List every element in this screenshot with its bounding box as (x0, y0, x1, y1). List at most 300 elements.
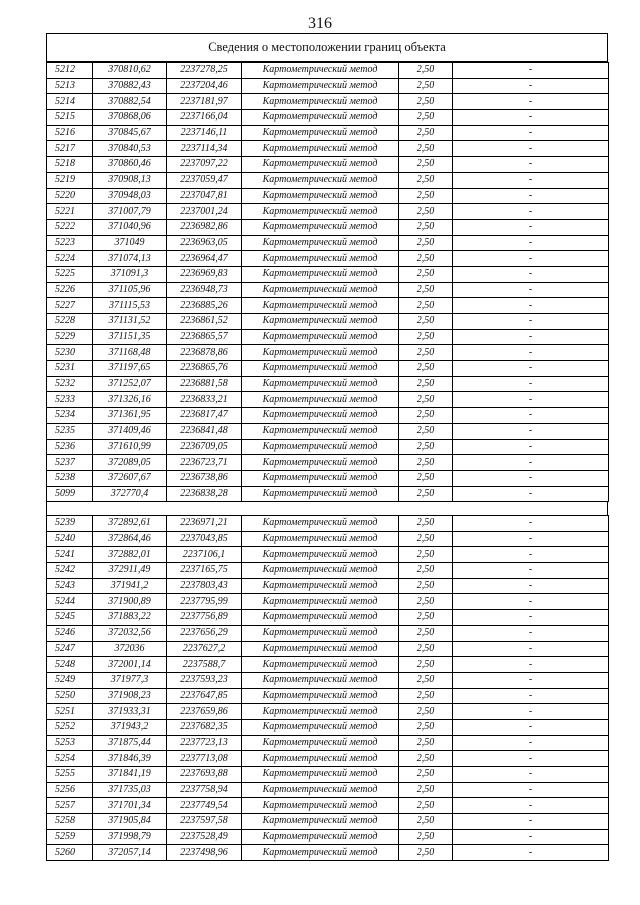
x-coordinate-cell: 372892,61 (93, 516, 167, 532)
point-number-cell: 5246 (47, 625, 93, 641)
table-row (47, 625, 609, 641)
y-coordinate-cell: 2237106,1 (167, 547, 242, 563)
y-coordinate-cell: 2237043,85 (167, 531, 242, 547)
description-cell: - (453, 782, 609, 798)
method-cell: Картометрический метод (242, 625, 399, 641)
x-coordinate-cell: 371841,19 (93, 767, 167, 783)
accuracy-cell: 2,50 (399, 688, 453, 704)
description-cell: - (453, 486, 609, 502)
accuracy-cell: 2,50 (399, 657, 453, 673)
description-cell: - (453, 767, 609, 783)
accuracy-cell: 2,50 (399, 423, 453, 439)
x-coordinate-cell: 371900,89 (93, 594, 167, 610)
x-coordinate-cell: 370868,06 (93, 110, 167, 126)
method-cell: Картометрический метод (242, 688, 399, 704)
description-cell: - (453, 798, 609, 814)
table-row (47, 798, 609, 814)
description-cell: - (453, 172, 609, 188)
method-cell: Картометрический метод (242, 110, 399, 126)
description-cell: - (453, 63, 609, 79)
x-coordinate-cell: 371197,65 (93, 361, 167, 377)
description-cell: - (453, 282, 609, 298)
y-coordinate-cell: 2236841,48 (167, 423, 242, 439)
accuracy-cell: 2,50 (399, 78, 453, 94)
description-cell: - (453, 735, 609, 751)
method-cell: Картометрический метод (242, 470, 399, 486)
accuracy-cell: 2,50 (399, 329, 453, 345)
table-row (47, 157, 609, 173)
description-cell: - (453, 361, 609, 377)
y-coordinate-cell: 2236817,47 (167, 408, 242, 424)
point-number-cell: 5259 (47, 829, 93, 845)
description-cell: - (453, 204, 609, 220)
y-coordinate-cell: 2237204,46 (167, 78, 242, 94)
y-coordinate-cell: 2237713,08 (167, 751, 242, 767)
y-coordinate-cell: 2237047,81 (167, 188, 242, 204)
x-coordinate-cell: 372057,14 (93, 845, 167, 861)
point-number-cell: 5241 (47, 547, 93, 563)
description-cell: - (453, 578, 609, 594)
description-cell: - (453, 423, 609, 439)
table-row (47, 767, 609, 783)
y-coordinate-cell: 2237593,23 (167, 672, 242, 688)
y-coordinate-cell: 2237682,35 (167, 719, 242, 735)
point-number-cell: 5245 (47, 610, 93, 626)
table-row (47, 78, 609, 94)
description-cell: - (453, 392, 609, 408)
description-cell: - (453, 594, 609, 610)
description-cell: - (453, 672, 609, 688)
point-number-cell: 5240 (47, 531, 93, 547)
table-row (47, 455, 609, 471)
point-number-cell: 5232 (47, 376, 93, 392)
x-coordinate-cell: 371933,31 (93, 704, 167, 720)
coordinates-table-group-2 (46, 515, 609, 861)
x-coordinate-cell: 371977,3 (93, 672, 167, 688)
accuracy-cell: 2,50 (399, 641, 453, 657)
method-cell: Картометрический метод (242, 782, 399, 798)
y-coordinate-cell: 2237795,99 (167, 594, 242, 610)
point-number-cell: 5213 (47, 78, 93, 94)
method-cell: Картометрический метод (242, 63, 399, 79)
y-coordinate-cell: 2237059,47 (167, 172, 242, 188)
point-number-cell: 5247 (47, 641, 93, 657)
method-cell: Картометрический метод (242, 345, 399, 361)
accuracy-cell: 2,50 (399, 408, 453, 424)
table-row (47, 688, 609, 704)
y-coordinate-cell: 2237656,29 (167, 625, 242, 641)
table-row (47, 172, 609, 188)
table-row (47, 594, 609, 610)
method-cell: Картометрический метод (242, 423, 399, 439)
method-cell: Картометрический метод (242, 594, 399, 610)
accuracy-cell: 2,50 (399, 63, 453, 79)
accuracy-cell: 2,50 (399, 141, 453, 157)
accuracy-cell: 2,50 (399, 345, 453, 361)
method-cell: Картометрический метод (242, 704, 399, 720)
x-coordinate-cell: 371735,03 (93, 782, 167, 798)
accuracy-cell: 2,50 (399, 298, 453, 314)
point-number-cell: 5249 (47, 672, 93, 688)
point-number-cell: 5239 (47, 516, 93, 532)
method-cell: Картометрический метод (242, 204, 399, 220)
y-coordinate-cell: 2236881,58 (167, 376, 242, 392)
description-cell: - (453, 688, 609, 704)
point-number-cell: 5229 (47, 329, 93, 345)
x-coordinate-cell: 371049 (93, 235, 167, 251)
method-cell: Картометрический метод (242, 141, 399, 157)
point-number-cell: 5215 (47, 110, 93, 126)
point-number-cell: 5228 (47, 314, 93, 330)
point-number-cell: 5233 (47, 392, 93, 408)
accuracy-cell: 2,50 (399, 704, 453, 720)
table-row (47, 408, 609, 424)
y-coordinate-cell: 2236969,83 (167, 266, 242, 282)
method-cell: Картометрический метод (242, 251, 399, 267)
method-cell: Картометрический метод (242, 408, 399, 424)
x-coordinate-cell: 371361,95 (93, 408, 167, 424)
point-number-cell: 5214 (47, 94, 93, 110)
accuracy-cell: 2,50 (399, 94, 453, 110)
description-cell: - (453, 657, 609, 673)
y-coordinate-cell: 2237756,89 (167, 610, 242, 626)
accuracy-cell: 2,50 (399, 735, 453, 751)
y-coordinate-cell: 2237597,58 (167, 814, 242, 830)
description-cell: - (453, 94, 609, 110)
table-row (47, 298, 609, 314)
x-coordinate-cell: 372864,46 (93, 531, 167, 547)
description-cell: - (453, 455, 609, 471)
accuracy-cell: 2,50 (399, 563, 453, 579)
table-row (47, 845, 609, 861)
description-cell: - (453, 266, 609, 282)
table-row (47, 531, 609, 547)
accuracy-cell: 2,50 (399, 767, 453, 783)
accuracy-cell: 2,50 (399, 610, 453, 626)
y-coordinate-cell: 2237114,34 (167, 141, 242, 157)
method-cell: Картометрический метод (242, 78, 399, 94)
table-row (47, 141, 609, 157)
method-cell: Картометрический метод (242, 547, 399, 563)
accuracy-cell: 2,50 (399, 751, 453, 767)
y-coordinate-cell: 2237659,86 (167, 704, 242, 720)
x-coordinate-cell: 370882,54 (93, 94, 167, 110)
description-cell: - (453, 547, 609, 563)
method-cell: Картометрический метод (242, 610, 399, 626)
table-row (47, 657, 609, 673)
y-coordinate-cell: 2236963,05 (167, 235, 242, 251)
description-cell: - (453, 829, 609, 845)
y-coordinate-cell: 2237758,94 (167, 782, 242, 798)
point-number-cell: 5218 (47, 157, 93, 173)
method-cell: Картометрический метод (242, 578, 399, 594)
method-cell: Картометрический метод (242, 767, 399, 783)
table-row (47, 329, 609, 345)
x-coordinate-cell: 371151,35 (93, 329, 167, 345)
method-cell: Картометрический метод (242, 172, 399, 188)
table-row (47, 470, 609, 486)
x-coordinate-cell: 372770,4 (93, 486, 167, 502)
x-coordinate-cell: 371105,96 (93, 282, 167, 298)
description-cell: - (453, 625, 609, 641)
accuracy-cell: 2,50 (399, 845, 453, 861)
point-number-cell: 5242 (47, 563, 93, 579)
point-number-cell: 5260 (47, 845, 93, 861)
table-row (47, 782, 609, 798)
method-cell: Картометрический метод (242, 531, 399, 547)
page-number: 316 (308, 15, 332, 32)
y-coordinate-cell: 2237097,22 (167, 157, 242, 173)
description-cell: - (453, 516, 609, 532)
x-coordinate-cell: 371883,22 (93, 610, 167, 626)
accuracy-cell: 2,50 (399, 625, 453, 641)
accuracy-cell: 2,50 (399, 798, 453, 814)
point-number-cell: 5254 (47, 751, 93, 767)
description-cell: - (453, 251, 609, 267)
method-cell: Картометрический метод (242, 94, 399, 110)
description-cell: - (453, 329, 609, 345)
point-number-cell: 5251 (47, 704, 93, 720)
x-coordinate-cell: 371007,79 (93, 204, 167, 220)
x-coordinate-cell: 371998,79 (93, 829, 167, 845)
y-coordinate-cell: 2236861,52 (167, 314, 242, 330)
x-coordinate-cell: 371168,48 (93, 345, 167, 361)
accuracy-cell: 2,50 (399, 470, 453, 486)
table-row (47, 641, 609, 657)
accuracy-cell: 2,50 (399, 516, 453, 532)
y-coordinate-cell: 2236982,86 (167, 219, 242, 235)
table-row (47, 125, 609, 141)
description-cell: - (453, 188, 609, 204)
point-number-cell: 5234 (47, 408, 93, 424)
y-coordinate-cell: 2236838,28 (167, 486, 242, 502)
table-row (47, 235, 609, 251)
point-number-cell: 5253 (47, 735, 93, 751)
description-cell: - (453, 751, 609, 767)
x-coordinate-cell: 371091,3 (93, 266, 167, 282)
y-coordinate-cell: 2237693,88 (167, 767, 242, 783)
accuracy-cell: 2,50 (399, 376, 453, 392)
point-number-cell: 5236 (47, 439, 93, 455)
table-row (47, 735, 609, 751)
method-cell: Картометрический метод (242, 125, 399, 141)
accuracy-cell: 2,50 (399, 361, 453, 377)
x-coordinate-cell: 371326,16 (93, 392, 167, 408)
x-coordinate-cell: 371875,44 (93, 735, 167, 751)
y-coordinate-cell: 2236709,05 (167, 439, 242, 455)
y-coordinate-cell: 2236723,71 (167, 455, 242, 471)
table-row (47, 376, 609, 392)
method-cell: Картометрический метод (242, 266, 399, 282)
accuracy-cell: 2,50 (399, 829, 453, 845)
y-coordinate-cell: 2237588,7 (167, 657, 242, 673)
x-coordinate-cell: 371115,53 (93, 298, 167, 314)
point-number-cell: 5212 (47, 63, 93, 79)
method-cell: Картометрический метод (242, 486, 399, 502)
coordinates-table-group-1 (46, 62, 609, 502)
x-coordinate-cell: 370882,43 (93, 78, 167, 94)
x-coordinate-cell: 370860,46 (93, 157, 167, 173)
table-row (47, 314, 609, 330)
table-row (47, 516, 609, 532)
description-cell: - (453, 641, 609, 657)
point-number-cell: 5223 (47, 235, 93, 251)
table-row (47, 423, 609, 439)
y-coordinate-cell: 2237749,54 (167, 798, 242, 814)
point-number-cell: 5248 (47, 657, 93, 673)
point-number-cell: 5225 (47, 266, 93, 282)
accuracy-cell: 2,50 (399, 547, 453, 563)
x-coordinate-cell: 371908,23 (93, 688, 167, 704)
x-coordinate-cell: 371252,07 (93, 376, 167, 392)
method-cell: Картометрический метод (242, 361, 399, 377)
table-row (47, 282, 609, 298)
x-coordinate-cell: 371905,84 (93, 814, 167, 830)
table-row (47, 578, 609, 594)
y-coordinate-cell: 2236885,26 (167, 298, 242, 314)
method-cell: Картометрический метод (242, 235, 399, 251)
method-cell: Картометрический метод (242, 641, 399, 657)
method-cell: Картометрический метод (242, 814, 399, 830)
table-row (47, 110, 609, 126)
x-coordinate-cell: 370845,67 (93, 125, 167, 141)
method-cell: Картометрический метод (242, 314, 399, 330)
accuracy-cell: 2,50 (399, 455, 453, 471)
table-row (47, 63, 609, 79)
description-cell: - (453, 345, 609, 361)
y-coordinate-cell: 2237001,24 (167, 204, 242, 220)
accuracy-cell: 2,50 (399, 235, 453, 251)
point-number-cell: 5217 (47, 141, 93, 157)
description-cell: - (453, 845, 609, 861)
table-row (47, 563, 609, 579)
accuracy-cell: 2,50 (399, 314, 453, 330)
point-number-cell: 5235 (47, 423, 93, 439)
table-row (47, 719, 609, 735)
method-cell: Картометрический метод (242, 455, 399, 471)
point-number-cell: 5224 (47, 251, 93, 267)
method-cell: Картометрический метод (242, 219, 399, 235)
description-cell: - (453, 157, 609, 173)
x-coordinate-cell: 371610,99 (93, 439, 167, 455)
y-coordinate-cell: 2237278,25 (167, 63, 242, 79)
accuracy-cell: 2,50 (399, 578, 453, 594)
accuracy-cell: 2,50 (399, 251, 453, 267)
point-number-cell: 5231 (47, 361, 93, 377)
x-coordinate-cell: 371409,46 (93, 423, 167, 439)
table-row (47, 361, 609, 377)
accuracy-cell: 2,50 (399, 204, 453, 220)
method-cell: Картометрический метод (242, 516, 399, 532)
x-coordinate-cell: 371846,39 (93, 751, 167, 767)
description-cell: - (453, 141, 609, 157)
point-number-cell: 5258 (47, 814, 93, 830)
accuracy-cell: 2,50 (399, 266, 453, 282)
x-coordinate-cell: 372911,49 (93, 563, 167, 579)
accuracy-cell: 2,50 (399, 814, 453, 830)
point-number-cell: 5257 (47, 798, 93, 814)
x-coordinate-cell: 370948,03 (93, 188, 167, 204)
point-number-cell: 5256 (47, 782, 93, 798)
table-group-separator (46, 502, 608, 515)
accuracy-cell: 2,50 (399, 172, 453, 188)
description-cell: - (453, 235, 609, 251)
accuracy-cell: 2,50 (399, 110, 453, 126)
method-cell: Картометрический метод (242, 188, 399, 204)
y-coordinate-cell: 2236865,76 (167, 361, 242, 377)
accuracy-cell: 2,50 (399, 157, 453, 173)
table-row (47, 251, 609, 267)
point-number-cell: 5216 (47, 125, 93, 141)
description-cell: - (453, 704, 609, 720)
x-coordinate-cell: 371941,2 (93, 578, 167, 594)
method-cell: Картометрический метод (242, 439, 399, 455)
description-cell: - (453, 219, 609, 235)
table-row (47, 672, 609, 688)
point-number-cell: 5099 (47, 486, 93, 502)
method-cell: Картометрический метод (242, 157, 399, 173)
description-cell: - (453, 376, 609, 392)
x-coordinate-cell: 372089,05 (93, 455, 167, 471)
x-coordinate-cell: 370810,62 (93, 63, 167, 79)
x-coordinate-cell: 372607,67 (93, 470, 167, 486)
method-cell: Картометрический метод (242, 672, 399, 688)
x-coordinate-cell: 370840,53 (93, 141, 167, 157)
y-coordinate-cell: 2236833,21 (167, 392, 242, 408)
table-row (47, 219, 609, 235)
accuracy-cell: 2,50 (399, 219, 453, 235)
y-coordinate-cell: 2237165,75 (167, 563, 242, 579)
table-row (47, 829, 609, 845)
accuracy-cell: 2,50 (399, 672, 453, 688)
y-coordinate-cell: 2237647,85 (167, 688, 242, 704)
accuracy-cell: 2,50 (399, 486, 453, 502)
method-cell: Картометрический метод (242, 751, 399, 767)
x-coordinate-cell: 371943,2 (93, 719, 167, 735)
description-cell: - (453, 314, 609, 330)
point-number-cell: 5227 (47, 298, 93, 314)
x-coordinate-cell: 371074,13 (93, 251, 167, 267)
x-coordinate-cell: 372001,14 (93, 657, 167, 673)
point-number-cell: 5237 (47, 455, 93, 471)
accuracy-cell: 2,50 (399, 188, 453, 204)
point-number-cell: 5255 (47, 767, 93, 783)
description-cell: - (453, 531, 609, 547)
point-number-cell: 5222 (47, 219, 93, 235)
description-cell: - (453, 610, 609, 626)
description-cell: - (453, 125, 609, 141)
method-cell: Картометрический метод (242, 845, 399, 861)
description-cell: - (453, 814, 609, 830)
table-row (47, 266, 609, 282)
description-cell: - (453, 439, 609, 455)
table-row (47, 751, 609, 767)
y-coordinate-cell: 2237528,49 (167, 829, 242, 845)
description-cell: - (453, 298, 609, 314)
point-number-cell: 5243 (47, 578, 93, 594)
table-row (47, 188, 609, 204)
point-number-cell: 5244 (47, 594, 93, 610)
method-cell: Картометрический метод (242, 829, 399, 845)
y-coordinate-cell: 2237723,13 (167, 735, 242, 751)
y-coordinate-cell: 2237627,2 (167, 641, 242, 657)
x-coordinate-cell: 371040,96 (93, 219, 167, 235)
y-coordinate-cell: 2236964,47 (167, 251, 242, 267)
accuracy-cell: 2,50 (399, 439, 453, 455)
y-coordinate-cell: 2237146,11 (167, 125, 242, 141)
point-number-cell: 5226 (47, 282, 93, 298)
table-row (47, 547, 609, 563)
